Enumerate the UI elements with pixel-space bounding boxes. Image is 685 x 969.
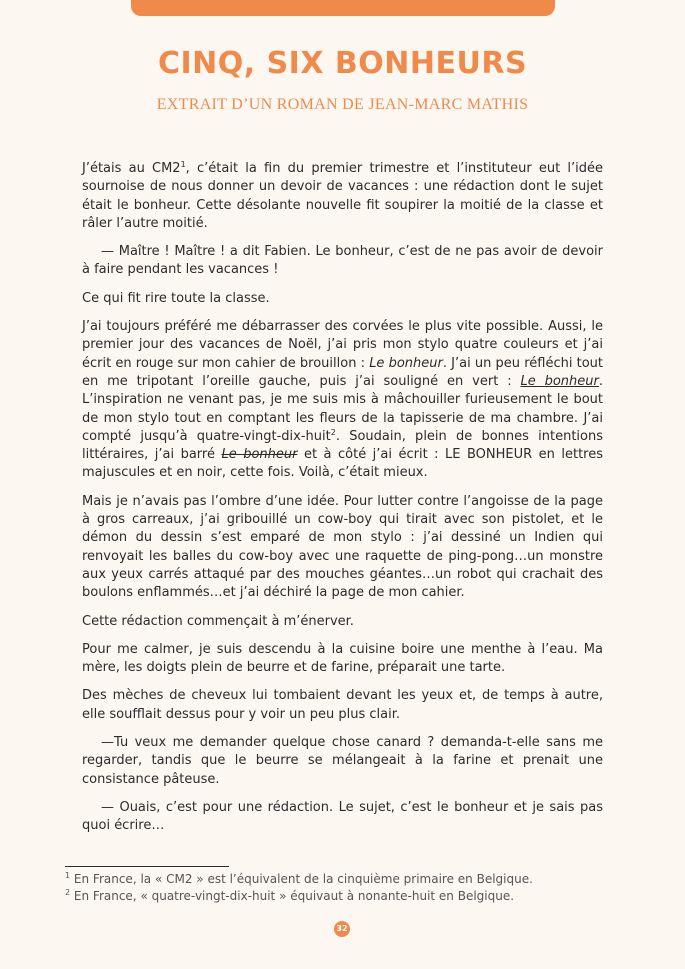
article-body [82, 160, 603, 846]
paragraph-10: — Ouais, c’est pour une rédaction. Le sujet, c’est le bonheur et je sais pas quoi écrire… [82, 799, 603, 834]
text-run: . J’ai un peu réfléchi tout en me tripotant l’oreille gauche, puis j’ai souligné en vert : [82, 355, 604, 389]
footnote-text: En France, la « CM2 » est l’équivalent de la cinquième primaire en Belgique. [70, 872, 533, 886]
text-run: . L’inspiration ne venant pas, je me suis mis à mâchouiller furieusement le bout de mon stylo tout en comptant les fleurs de la tapisserie de ma chambre. J’ai compté jusqu’à quatre-vingt-dix-huit [82, 373, 603, 444]
struck-text: Le bonheur [221, 447, 298, 463]
text-run: . Soudain, plein de bonnes intentions littéraires, j’ai barré [82, 428, 603, 463]
paragraph-6: Cette rédaction commençait à m’énerver. [82, 613, 354, 629]
paragraph-2: — Maître ! Maître ! a dit Fabien. Le bonheur, c’est de ne pas avoir de devoir à faire pendant les vacances ! [82, 244, 603, 278]
footnote-number: 2 [65, 888, 71, 897]
footnote-2 [65, 888, 625, 905]
page-number-badge: 32 [334, 921, 350, 937]
text-run: J’étais au CM2 [82, 161, 181, 176]
footnote-number: 1 [65, 871, 71, 880]
page-title: CINQ, SIX BONHEURS [157, 46, 528, 81]
footnotes [65, 871, 625, 905]
footnote-ref-2: 2 [330, 427, 336, 437]
page-subtitle: EXTRAIT D’UN ROMAN DE JEAN-MARC MATHIS [156, 96, 529, 113]
paragraph-1 [82, 160, 603, 233]
underlined-text: Le bonheur [520, 373, 599, 389]
footnote-divider [65, 866, 229, 867]
text-run: et à côté j’ai écrit : LE BONHEUR en lettres majuscules et en noir, cette fois. Voilà, c’était mieux. [82, 447, 604, 481]
paragraph-4 [82, 318, 603, 483]
footnote-text: En France, « quatre-vingt-dix-huit » équivaut à nonante-huit en Belgique. [70, 889, 515, 903]
text-run: , c’était la fin du premier trimestre et l’instituteur eut l’idée sournoise de nous donner un devoir de vacances : une rédaction dont le sujet était le bonheur. Cette désolante nouvelle fit soupirer la moitié de la classe et râler l’autre moitié. [82, 161, 603, 231]
paragraph-9: —Tu veux me demander quelque chose canard ? demanda-t-elle sans me regarder, tandis que le beurre se mélangeait à la farine et prenait une consistance pâteuse. [82, 735, 603, 787]
text-run: J’ai toujours préféré me débarrasser des corvées le plus vite possible. Aussi, le premier jour des vacances de Noël, j’ai pris mon stylo quatre couleurs et j’ai écrit en rouge sur mon cahier de brouillon : [82, 319, 603, 371]
paragraph-5: Mais je n’avais pas l’ombre d’une idée. Pour lutter contre l’angoisse de la page à gros carreaux, j’ai gribouillé un cow-boy qui tirait avec son pistolet, et le démon du dessin s’est emparé de mon stylo : j’ai dessiné un Indien qui renvoyait les balles du cow-boy avec une raquette de ping-pong…un monstre aux yeux carrés attaqué par des mouches géantes…un robot qui crachait des boulons enflammés…et j’ai déchiré la page de mon cahier. [82, 493, 603, 601]
top-decorative-tab [131, 0, 555, 16]
paragraph-8: Des mèches de cheveux lui tombaient devant les yeux et, de temps à autre, elle soufflait dessus pour y voir un peu plus clair. [82, 688, 603, 722]
footnote-ref-1: 1 [180, 160, 186, 169]
paragraph-7: Pour me calmer, je suis descendu à la cuisine boire une menthe à l’eau. Ma mère, les doigts plein de beurre et de farine, préparait une tarte. [82, 641, 603, 676]
italic-text: Le bonheur [369, 355, 443, 371]
footnote-1 [65, 871, 625, 888]
paragraph-3: Ce qui fit rire toute la classe. [82, 290, 270, 306]
